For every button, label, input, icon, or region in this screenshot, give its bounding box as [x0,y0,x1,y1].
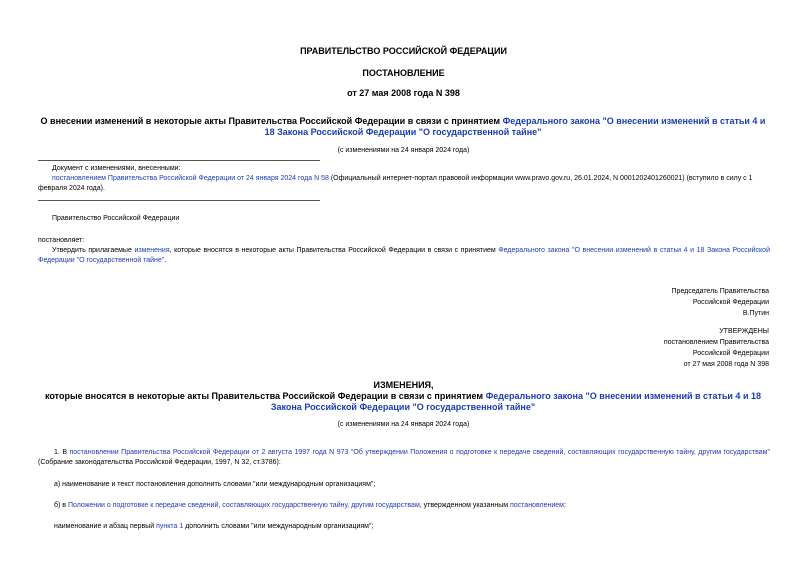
revision-block [38,164,770,194]
p1-text-b: , которые вносятся в некоторые акты Правительства Российской Федерации в связи с принятием [169,247,499,254]
signature-line-2: Российской Федерации [692,299,769,306]
federal-law-link[interactable]: Федерального закона "О внесении изменений в статьи 4 и 18 Закона Российской Федерации "О государственной тайне" [38,247,770,264]
signature-line-3: В.Путин [742,310,769,317]
item-1-text-a: 1. В [54,449,70,456]
body-resolves: постановляет: [38,237,85,244]
item-c [54,522,373,532]
body-government: Правительство Российской Федерации [52,215,180,222]
government-heading: ПРАВИТЕЛЬСТВО РОССИЙСКОЙ ФЕДЕРАЦИИ [300,46,507,56]
changes-federal-law-link[interactable]: Федерального закона "О внесении изменений в статьи 4 и 18 Закона Российской Федерации "О государственной тайне" [270,391,761,412]
item-a: а) наименование и текст постановления дополнить словами "или международным организациям"; [54,481,376,488]
divider-bottom [38,200,320,201]
changes-heading: ИЗМЕНЕНИЯ, [373,380,434,390]
p1-text-a: Утвердить прилагаемые [52,247,135,254]
federal-law-title-link[interactable]: Федерального закона "О внесении изменений в статьи 4 и 18 Закона Российской Федерации "О государственной тайне" [264,116,766,137]
divider-top [38,160,320,161]
changes-note-2: (с изменениями на 24 января 2024 года) [337,421,470,428]
regulation-link[interactable]: Положении о подготовке к передаче сведений, составляющих государственную тайну, другим государствам [67,502,420,509]
revision-intro: Документ с изменениями, внесенными: [52,165,181,172]
item-b-text-c: : [563,502,566,509]
approved-line-4: от 27 мая 2008 года N 398 [683,361,769,368]
changes-note: (с изменениями на 24 января 2024 года) [337,147,470,154]
item-b-text-b: , утвержденном указанным [419,502,510,509]
revision-text [38,174,770,194]
document-title-text: О внесении изменений в некоторые акты Правительства Российской Федерации в связи с принятием [40,116,503,126]
document-title [38,116,768,138]
body-paragraph-1 [38,246,770,266]
p1-text-c: . [164,257,167,264]
item-b [54,501,566,511]
signature-line-1: Председатель Правительства [671,288,769,295]
changes-subheading-text: которые вносятся в некоторые акты Правительства Российской Федерации в связи с принятием [45,391,486,401]
approved-line-3: Российской Федерации [692,350,769,357]
doc-type-heading: ПОСТАНОВЛЕНИЕ [362,68,445,78]
item-c-text-a: наименование и абзац первый [54,523,157,530]
item-1 [38,448,770,468]
clause-1-link[interactable]: пункта 1 [156,523,184,530]
doc-date-number: от 27 мая 2008 года N 398 [347,88,460,98]
decree-link[interactable]: постановлением [509,502,564,509]
approved-line-2: постановлением Правительства [663,339,769,346]
signature-block [672,286,769,319]
changes-link[interactable]: изменения [134,247,170,254]
approved-block [664,326,769,370]
item-1-text-b: (Собрание законодательства Российской Федерации, 1997, N 32, ст.3786): [38,459,281,466]
changes-subheading [38,391,768,413]
item-b-text-a: б) в [54,502,68,509]
item-c-text-b: дополнить словами "или международным организациям"; [183,523,374,530]
approved-line-1: УТВЕРЖДЕНЫ [719,328,769,335]
revision-decree-link[interactable]: постановлением Правительства Российской Федерации от 24 января 2024 года N 58 [52,175,329,182]
revision-rest: (Официальный интернет-портал правовой информации www.pravo.gov.ru, 26.01.2024, N 0001202401260021) (вступило в силу с 1 февраля 2024 года). [38,175,753,192]
decree-973-link[interactable]: постановлении Правительства Российской Федерации от 2 августа 1997 года N 973 "Об утверждении Положения о подготовке к передаче сведений, составляющих государственную тайну, другим государствам" [69,449,770,456]
